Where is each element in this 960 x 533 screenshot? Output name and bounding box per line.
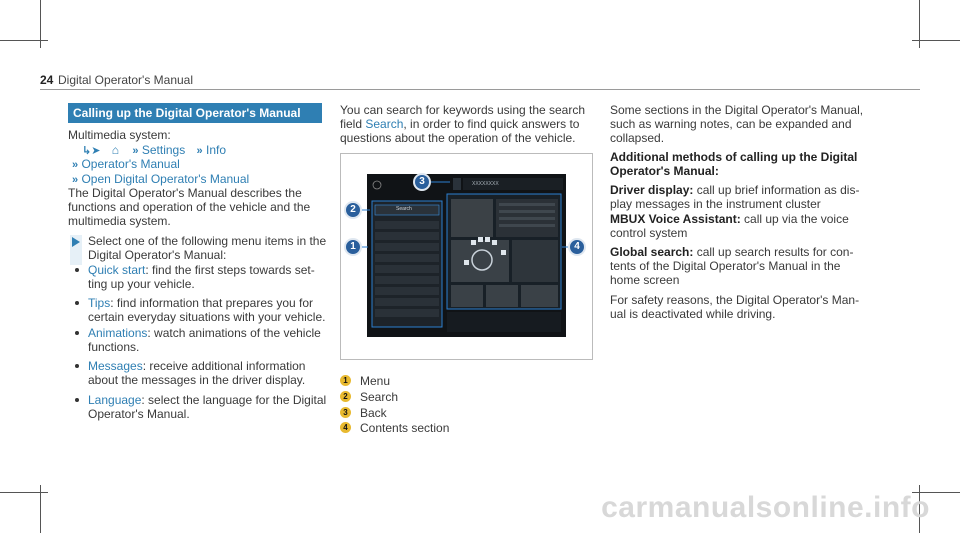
bullet — [75, 268, 79, 272]
system-label: Multimedia system: — [68, 128, 171, 142]
watermark: carmanualsonline.info — [601, 491, 930, 524]
method-driver-display — [610, 183, 859, 197]
method-text: play messages in the instrument cluster — [610, 197, 821, 211]
settings-link[interactable]: Settings — [141, 143, 186, 157]
description-line: functions and operation of the vehicle and the — [68, 200, 311, 214]
list-item — [88, 326, 321, 340]
legend-label: Search — [360, 390, 399, 404]
paragraph-line: collapsed. — [610, 131, 665, 145]
method-text: call up search results for con- — [693, 245, 854, 259]
description-line: multimedia system. — [68, 214, 171, 228]
legend-label: Menu — [360, 374, 391, 388]
callout-contents: 4 — [568, 238, 586, 256]
paragraph-line: Some sections in the Digital Operator's Manual, — [610, 103, 864, 117]
nav-path-3 — [72, 172, 249, 187]
method-text: call up brief information as dis- — [693, 183, 860, 197]
instruction-line: Digital Operator's Manual: — [88, 248, 227, 262]
text-fragment: field — [340, 117, 366, 131]
list-item-text: ting up your vehicle. — [88, 277, 195, 291]
crop-mark — [919, 0, 920, 48]
callout-lines — [340, 153, 593, 360]
bullet — [75, 364, 79, 368]
bullet — [75, 301, 79, 305]
list-item-text: : find the first steps towards set- — [145, 263, 315, 277]
subheading: Additional methods of calling up the Digital — [610, 150, 858, 164]
callout-search: 2 — [344, 201, 362, 219]
safety-note: ual is deactivated while driving. — [610, 307, 776, 321]
figure-search-label: Search — [396, 206, 412, 212]
list-item-text: about the messages in the driver display. — [88, 373, 306, 387]
list-item-text: Operator's Manual. — [88, 407, 190, 421]
return-arrow-icon: ↳➤ — [82, 145, 101, 157]
legend-label: Contents section — [360, 421, 450, 435]
info-link[interactable]: Info — [206, 143, 227, 157]
method-text: control system — [610, 226, 688, 240]
list-item-text: certain everyday situations with your vehicle. — [88, 310, 326, 324]
method-text: home screen — [610, 273, 680, 287]
list-item-text: : receive additional information — [142, 359, 306, 373]
list-item-text: : select the language for the Digital — [141, 393, 327, 407]
double-chevron-icon: » — [132, 145, 139, 157]
crop-mark — [40, 0, 41, 48]
header-title: Digital Operator's Manual — [58, 73, 194, 87]
method-global-search — [610, 245, 853, 259]
animations-link[interactable]: Animations — [88, 326, 148, 340]
method-label: Driver display: — [610, 183, 694, 197]
list-item-text: : watch animations of the vehicle — [147, 326, 321, 340]
list-item — [88, 296, 313, 310]
list-item-text: : find information that prepares you for — [110, 296, 314, 310]
quick-start-link[interactable]: Quick start — [88, 263, 146, 277]
search-intro-line: You can search for keywords using the search — [340, 103, 586, 117]
paragraph-line: such as warning notes, can be expanded and — [610, 117, 852, 131]
operators-manual-link[interactable]: Operator's Manual — [81, 157, 180, 171]
legend-marker: 1 — [340, 375, 351, 386]
nav-path-1 — [82, 143, 226, 158]
double-chevron-icon: » — [72, 174, 79, 186]
search-intro-line: questions about the operation of the vehicle. — [340, 131, 576, 145]
method-voice-assistant — [610, 212, 849, 226]
list-item — [88, 359, 305, 373]
figure-tab-label: XXXXXXXX — [472, 181, 499, 187]
list-item — [88, 263, 315, 277]
method-label: MBUX Voice Assistant: — [610, 212, 741, 226]
search-link[interactable]: Search — [365, 117, 404, 131]
messages-link[interactable]: Messages — [88, 359, 143, 373]
legend-label: Back — [360, 406, 387, 420]
bullet — [75, 398, 79, 402]
bullet — [75, 331, 79, 335]
method-text: call up via the voice — [740, 212, 849, 226]
language-link[interactable]: Language — [88, 393, 142, 407]
text-fragment: , in order to find quick answers to — [403, 117, 580, 131]
section-heading: Calling up the Digital Operator's Manual — [68, 103, 322, 123]
description-line: The Digital Operator's Manual describes the — [68, 186, 302, 200]
instruction-arrow-icon — [72, 237, 80, 247]
legend-marker: 3 — [340, 407, 351, 418]
subheading: Operator's Manual: — [610, 164, 719, 178]
method-label: Global search: — [610, 245, 694, 259]
list-item-text: functions. — [88, 340, 140, 354]
search-intro-line — [340, 117, 579, 131]
legend-marker: 4 — [340, 422, 351, 433]
callout-menu: 1 — [344, 238, 362, 256]
crop-mark — [40, 485, 41, 533]
header-divider — [40, 89, 920, 90]
safety-note: For safety reasons, the Digital Operator's Man- — [610, 293, 860, 307]
page-number: 24 — [40, 73, 54, 87]
method-text: tents of the Digital Operator's Manual in the — [610, 259, 841, 273]
legend-marker: 2 — [340, 391, 351, 402]
nav-path-2 — [72, 157, 180, 172]
open-manual-link[interactable]: Open Digital Operator's Manual — [81, 172, 250, 186]
tips-link[interactable]: Tips — [88, 296, 111, 310]
list-item — [88, 393, 326, 407]
callout-back: 3 — [413, 173, 431, 191]
double-chevron-icon: » — [196, 145, 203, 157]
double-chevron-icon: » — [72, 159, 79, 171]
instruction-line: Select one of the following menu items in the — [88, 234, 327, 248]
home-icon[interactable]: ⌂ — [111, 143, 120, 157]
